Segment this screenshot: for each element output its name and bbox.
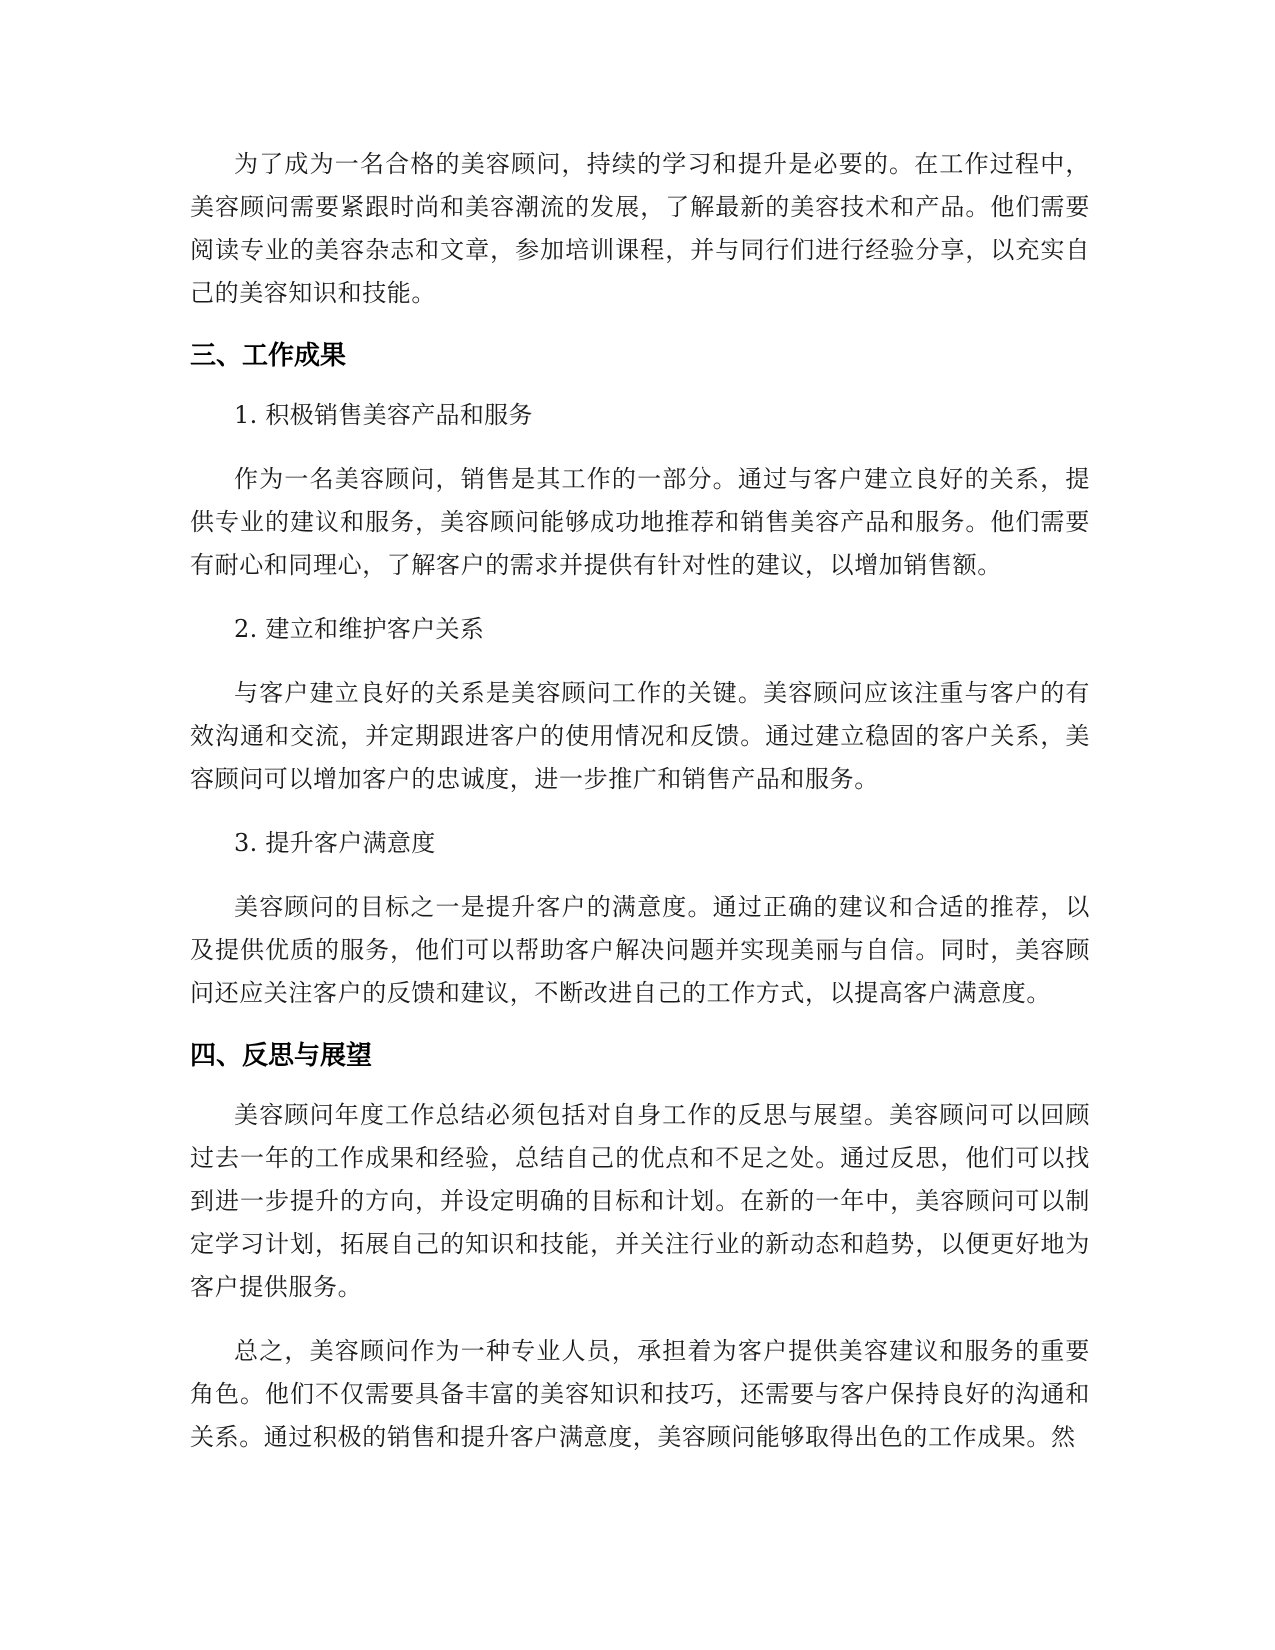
item-title-satisfaction: 3. 提升客户满意度 [234, 829, 436, 857]
item-title-relationships: 2. 建立和维护客户关系 [234, 615, 485, 643]
intro-paragraph: 为了成为一名合格的美容顾问，持续的学习和提升是必要的。在工作过程中，美容顾问需要紧跟时尚和美容潮流的发展，了解最新的美容技术和产品。他们需要阅读专业的美容杂志和文章，参加培训课程，并与同行们进行经验分享，以充实自己的美容知识和技能。 [190, 150, 1090, 307]
section-heading-results: 三、工作成果 [190, 341, 347, 371]
item-body-sales: 作为一名美容顾问，销售是其工作的一部分。通过与客户建立良好的关系，提供专业的建议和服务，美容顾问能够成功地推荐和销售美容产品和服务。他们需要有耐心和同理心，了解客户的需求并提供有针对性的建议，以增加销售额。 [190, 465, 1090, 579]
item-title-sales: 1. 积极销售美容产品和服务 [234, 401, 533, 429]
summary-paragraph: 总之，美容顾问作为一种专业人员，承担着为客户提供美容建议和服务的重要角色。他们不仅需要具备丰富的美容知识和技巧，还需要与客户保持良好的沟通和关系。通过积极的销售和提升客户满意度，美容顾问能够取得出色的工作成果。然 [190, 1337, 1090, 1451]
reflection-paragraph: 美容顾问年度工作总结必须包括对自身工作的反思与展望。美容顾问可以回顾过去一年的工作成果和经验，总结自己的优点和不足之处。通过反思，他们可以找到进一步提升的方向，并设定明确的目标和计划。在新的一年中，美容顾问可以制定学习计划，拓展自己的知识和技能，并关注行业的新动态和趋势，以便更好地为客户提供服务。 [190, 1101, 1090, 1301]
item-body-relationships: 与客户建立良好的关系是美容顾问工作的关键。美容顾问应该注重与客户的有效沟通和交流，并定期跟进客户的使用情况和反馈。通过建立稳固的客户关系，美容顾问可以增加客户的忠诚度，进一步推广和销售产品和服务。 [190, 679, 1090, 793]
item-body-satisfaction: 美容顾问的目标之一是提升客户的满意度。通过正确的建议和合适的推荐，以及提供优质的服务，他们可以帮助客户解决问题并实现美丽与自信。同时，美容顾问还应关注客户的反馈和建议，不断改进自己的工作方式，以提高客户满意度。 [190, 893, 1090, 1007]
section-heading-reflection: 四、反思与展望 [190, 1041, 373, 1071]
document-content [190, 143, 1090, 1480]
